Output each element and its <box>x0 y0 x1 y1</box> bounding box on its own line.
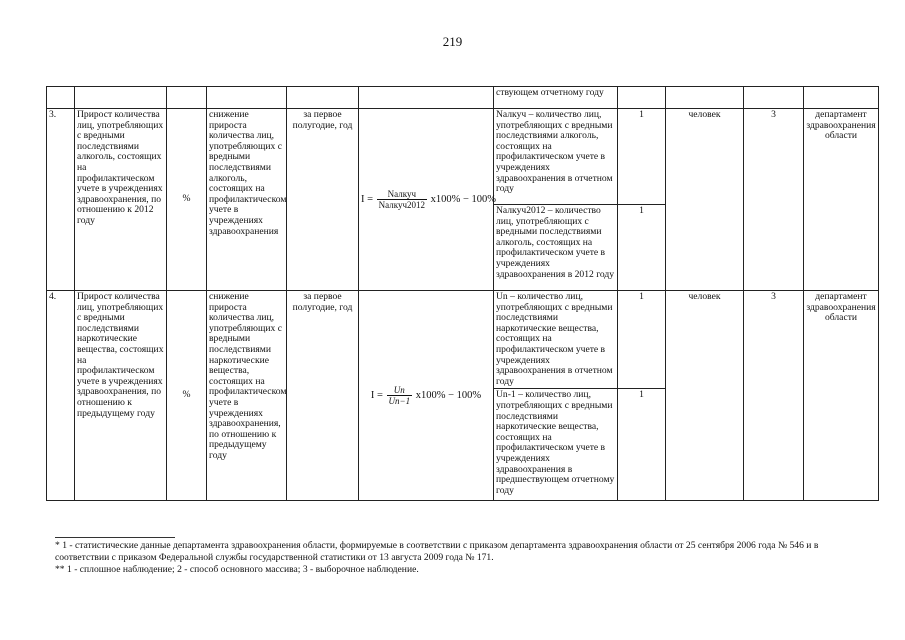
footnotes <box>55 540 855 576</box>
unit-cell: % <box>167 109 207 291</box>
observation-unit: человек <box>666 109 744 291</box>
variable-description: Un – количество лиц, употребляющих с вредными последствиями наркотические вещества, состоящих на профилактическом учете в учреждениях здравоохранения в отчетном году <box>494 291 618 389</box>
collection-method: 3 <box>744 291 804 501</box>
continuation-text: ствующем отчетному году <box>494 87 618 109</box>
row-number: 3. <box>47 109 75 291</box>
data-source: 1 <box>618 109 666 205</box>
variable-description: Nалкуч2012 – количество лиц, употребляющих с вредными последствиями алкоголь, состоящих на профилактическом учете в учреждениях здравоохранения в 2012 году <box>494 205 618 291</box>
period-cell: за первое полугодие, год <box>287 109 359 291</box>
direction-cell: снижение прироста количества лиц, употребляющих с вредными последствиями наркотические вещества, состоящих на профилактическом учете в учреждениях здравоохранения, по отношению к предыдущему году <box>207 291 287 501</box>
responsible-dept: департамент здравоохранения области <box>804 291 879 501</box>
formula-left: I = <box>361 193 374 205</box>
table-row-continuation <box>47 87 879 109</box>
data-source: 1 <box>618 205 666 291</box>
formula-cell <box>359 109 497 291</box>
row-number: 4. <box>47 291 75 501</box>
footnote-1: * 1 - статистические данные департамента здравоохранения области, формируемые в соответствии с приказом департамента здравоохранения области от 25 сентября 2006 года № 546 и в соответствии с приказом Федеральной службы государственной статистики от 13 августа 2009 года № 171. <box>55 540 819 563</box>
collection-method: 3 <box>744 109 804 291</box>
responsible-dept: департамент здравоохранения области <box>804 109 879 291</box>
footnote-divider <box>55 537 175 538</box>
indicators-table <box>46 86 879 501</box>
observation-unit: человек <box>666 291 744 501</box>
formula-numerator: Un <box>387 385 413 396</box>
table-row <box>47 109 879 205</box>
formula-right: x100% − 100% <box>415 390 482 402</box>
formula-denominator: Nалкуч2012 <box>378 200 426 210</box>
unit-cell: % <box>167 291 207 501</box>
page-number: 219 <box>442 34 463 49</box>
formula-numerator: Nалкуч <box>377 189 427 200</box>
direction-cell: снижение прироста количества лиц, употребляющих с вредными последствиями алкоголь, состоящих на профилактическом учете в учреждениях здравоохранения <box>207 109 287 291</box>
formula-right: x100% − 100% <box>430 193 497 205</box>
data-source: 1 <box>618 389 666 501</box>
variable-description: Nалкуч – количество лиц, употребляющих с вредными последствиями алкоголь, состоящих на профилактическом учете в учреждениях здравоохранения в отчетном году <box>494 109 618 205</box>
formula-cell <box>359 291 494 501</box>
indicator-name: Прирост количества лиц, употребляющих с вредными последствиями алкоголь, состоящих на профилактическом учете в учреждениях здравоохранения, по отношению к 2012 году <box>75 109 167 291</box>
footnote-2: ** 1 - сплошное наблюдение; 2 - способ основного массива; 3 - выборочное наблюдение. <box>55 564 419 575</box>
formula-denominator: Un−1 <box>388 396 411 407</box>
formula-fraction <box>377 189 427 210</box>
formula-left: I = <box>370 390 383 402</box>
formula-fraction <box>387 385 413 406</box>
period-cell: за первое полугодие, год <box>287 291 359 501</box>
indicator-name: Прирост количества лиц, употребляющих с вредными последствиями наркотические вещества, состоящих на профилактическом учете в учреждениях здравоохранения, по отношению к предыдущему году <box>75 291 167 501</box>
data-source: 1 <box>618 291 666 389</box>
variable-description: Un-1 – количество лиц, употребляющих с вредными последствиями наркотические вещества, состоящих на профилактическом учете в учреждениях здравоохранения в предшествующем отчетному году <box>494 389 618 501</box>
table-row <box>47 291 879 389</box>
